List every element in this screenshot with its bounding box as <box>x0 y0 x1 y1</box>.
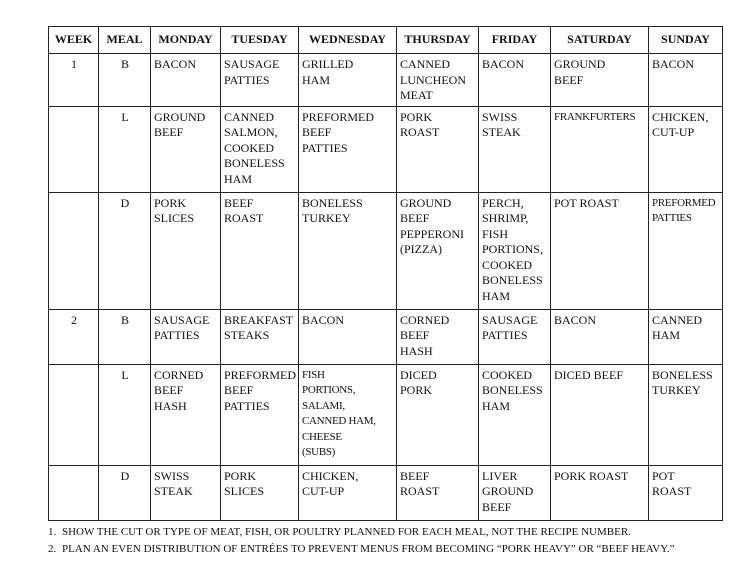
week-cell <box>49 54 99 107</box>
menu-item: FISH PORTIONS, SALAMI, CANNED HAM, CHEESE (SUBS) <box>302 368 376 458</box>
menu-item: GROUND BEEF <box>554 57 606 87</box>
menu-item: LIVER GROUND BEEF <box>482 468 534 514</box>
menu-item: CORNED BEEF HASH <box>154 367 204 413</box>
footnote <box>48 543 738 556</box>
menu-item: BACON <box>302 312 345 327</box>
menu-cell <box>551 192 649 309</box>
menu-cell <box>221 364 299 465</box>
menu-table <box>48 26 723 521</box>
menu-item: SWISS STEAK <box>482 109 521 139</box>
menu-item: CORNED BEEF HASH <box>400 312 450 358</box>
header-row <box>49 27 723 54</box>
table-row <box>49 364 723 465</box>
table-row <box>49 465 723 520</box>
menu-cell <box>479 54 551 107</box>
menu-cell <box>221 106 299 192</box>
menu-item: BREAKFAST STEAKS <box>224 312 294 342</box>
menu-cell <box>397 54 479 107</box>
week-cell <box>49 364 99 465</box>
meal-cell <box>99 106 151 192</box>
header-wednesday: WEDNESDAY <box>299 27 397 54</box>
menu-item: SAUSAGE PATTIES <box>154 312 210 342</box>
menu-item: DICED BEEF <box>554 367 623 382</box>
menu-cell <box>151 106 221 192</box>
menu-cell <box>649 54 723 107</box>
footnotes <box>48 526 738 560</box>
header-sunday: SUNDAY <box>649 27 723 54</box>
menu-item: PORK ROAST <box>554 468 629 483</box>
menu-cell <box>649 364 723 465</box>
table-row <box>49 106 723 192</box>
menu-cell <box>299 54 397 107</box>
meal-cell <box>99 192 151 309</box>
menu-item: GRILLED HAM <box>302 57 354 87</box>
menu-item: PERCH, SHRIMP, FISH PORTIONS, COOKED BONELESS HAM <box>482 195 543 303</box>
table-row <box>49 192 723 309</box>
menu-cell <box>299 364 397 465</box>
menu-cell <box>397 106 479 192</box>
menu-cell <box>397 465 479 520</box>
header-meal: MEAL <box>99 27 151 54</box>
menu-item: SAUSAGE PATTIES <box>482 312 538 342</box>
footnote-text: PLAN AN EVEN DISTRIBUTION OF ENTRÉES TO PREVENT MENUS FROM BECOMING “PORK HEAVY” OR “BEEF HEAVY.” <box>62 543 675 555</box>
menu-item: CHICKEN, CUT-UP <box>302 468 359 498</box>
menu-cell <box>479 309 551 364</box>
menu-cell <box>649 465 723 520</box>
menu-item: BACON <box>482 57 525 71</box>
menu-cell <box>649 309 723 364</box>
meal-label: L <box>121 109 129 124</box>
menu-cell <box>551 465 649 520</box>
menu-item: CANNED HAM <box>652 312 702 342</box>
menu-item: BACON <box>652 57 695 71</box>
menu-cell <box>151 465 221 520</box>
menu-cell <box>551 106 649 192</box>
menu-cell <box>299 465 397 520</box>
meal-label: D <box>120 195 130 210</box>
menu-cell <box>151 192 221 309</box>
footnote-number: 1. <box>48 526 57 538</box>
menu-item: CHICKEN, CUT-UP <box>652 109 709 139</box>
meal-label: B <box>120 312 129 327</box>
footnote-text: SHOW THE CUT OR TYPE OF MEAT, FISH, OR POULTRY PLANNED FOR EACH MEAL, NOT THE RECIPE NUMBER. <box>62 526 631 538</box>
menu-item: SAUSAGE PATTIES <box>224 57 280 87</box>
menu-item: POT ROAST <box>554 195 619 210</box>
header-week: WEEK <box>49 27 99 54</box>
header-tuesday: TUESDAY <box>221 27 299 54</box>
menu-cell <box>479 106 551 192</box>
menu-cell <box>479 465 551 520</box>
menu-item: DICED PORK <box>400 367 437 397</box>
menu-cell <box>299 192 397 309</box>
week-cell <box>49 465 99 520</box>
meal-cell <box>99 465 151 520</box>
menu-cell <box>151 309 221 364</box>
week-cell <box>49 309 99 364</box>
menu-cell <box>299 309 397 364</box>
menu-item: PREFORMED BEEF PATTIES <box>302 109 375 155</box>
menu-cell <box>221 465 299 520</box>
table-row <box>49 309 723 364</box>
menu-item: PORK SLICES <box>224 468 265 498</box>
menu-cell <box>551 54 649 107</box>
menu-item: BONELESS TURKEY <box>652 367 713 397</box>
menu-cell <box>649 192 723 309</box>
week-cell <box>49 192 99 309</box>
menu-cell <box>221 192 299 309</box>
header-saturday: SATURDAY <box>551 27 649 54</box>
menu-item: COOKED BONELESS HAM <box>482 367 543 413</box>
menu-cell <box>221 309 299 364</box>
footnote-number: 2. <box>48 543 57 555</box>
header-monday: MONDAY <box>151 27 221 54</box>
menu-item: BACON <box>554 312 597 327</box>
menu-cell <box>221 54 299 107</box>
meal-cell <box>99 309 151 364</box>
menu-cell <box>479 364 551 465</box>
week-label: 2 <box>71 312 77 327</box>
header-friday: FRIDAY <box>479 27 551 54</box>
menu-item: PORK ROAST <box>400 109 440 139</box>
meal-cell <box>99 54 151 107</box>
menu-item: POT ROAST <box>652 468 692 498</box>
menu-item: PREFORMED PATTIES <box>652 196 716 224</box>
menu-cell <box>551 309 649 364</box>
menu-cell <box>151 54 221 107</box>
menu-cell <box>397 364 479 465</box>
meal-label: D <box>120 468 130 483</box>
menu-item: CANNED SALMON, COOKED BONELESS HAM <box>224 109 285 186</box>
menu-cell <box>397 192 479 309</box>
meal-label: B <box>120 57 129 71</box>
menu-cell <box>479 192 551 309</box>
week-cell <box>49 106 99 192</box>
menu-cell <box>151 364 221 465</box>
menu-item: BONELESS TURKEY <box>302 195 363 225</box>
menu-cell <box>397 309 479 364</box>
menu-item: FRANKFURTERS <box>554 110 636 123</box>
menu-item: GROUND BEEF <box>154 109 206 139</box>
menu-item: SWISS STEAK <box>154 468 193 498</box>
meal-cell <box>99 364 151 465</box>
menu-item: GROUND BEEF PEPPERONI (PIZZA) <box>400 195 465 256</box>
menu-cell <box>299 106 397 192</box>
menu-item: BACON <box>154 57 197 71</box>
menu-cell <box>649 106 723 192</box>
meal-label: L <box>121 367 129 382</box>
week-label: 1 <box>71 57 77 71</box>
menu-item: BEEF ROAST <box>400 468 440 498</box>
menu-cell <box>551 364 649 465</box>
header-thursday: THURSDAY <box>397 27 479 54</box>
footnote <box>48 526 738 539</box>
table-row <box>49 54 723 107</box>
menu-item: CANNED LUNCHEON MEAT <box>400 57 466 102</box>
menu-item: PORK SLICES <box>154 195 195 225</box>
menu-item: BEEF ROAST <box>224 195 264 225</box>
menu-item: PREFORMED BEEF PATTIES <box>224 367 297 413</box>
